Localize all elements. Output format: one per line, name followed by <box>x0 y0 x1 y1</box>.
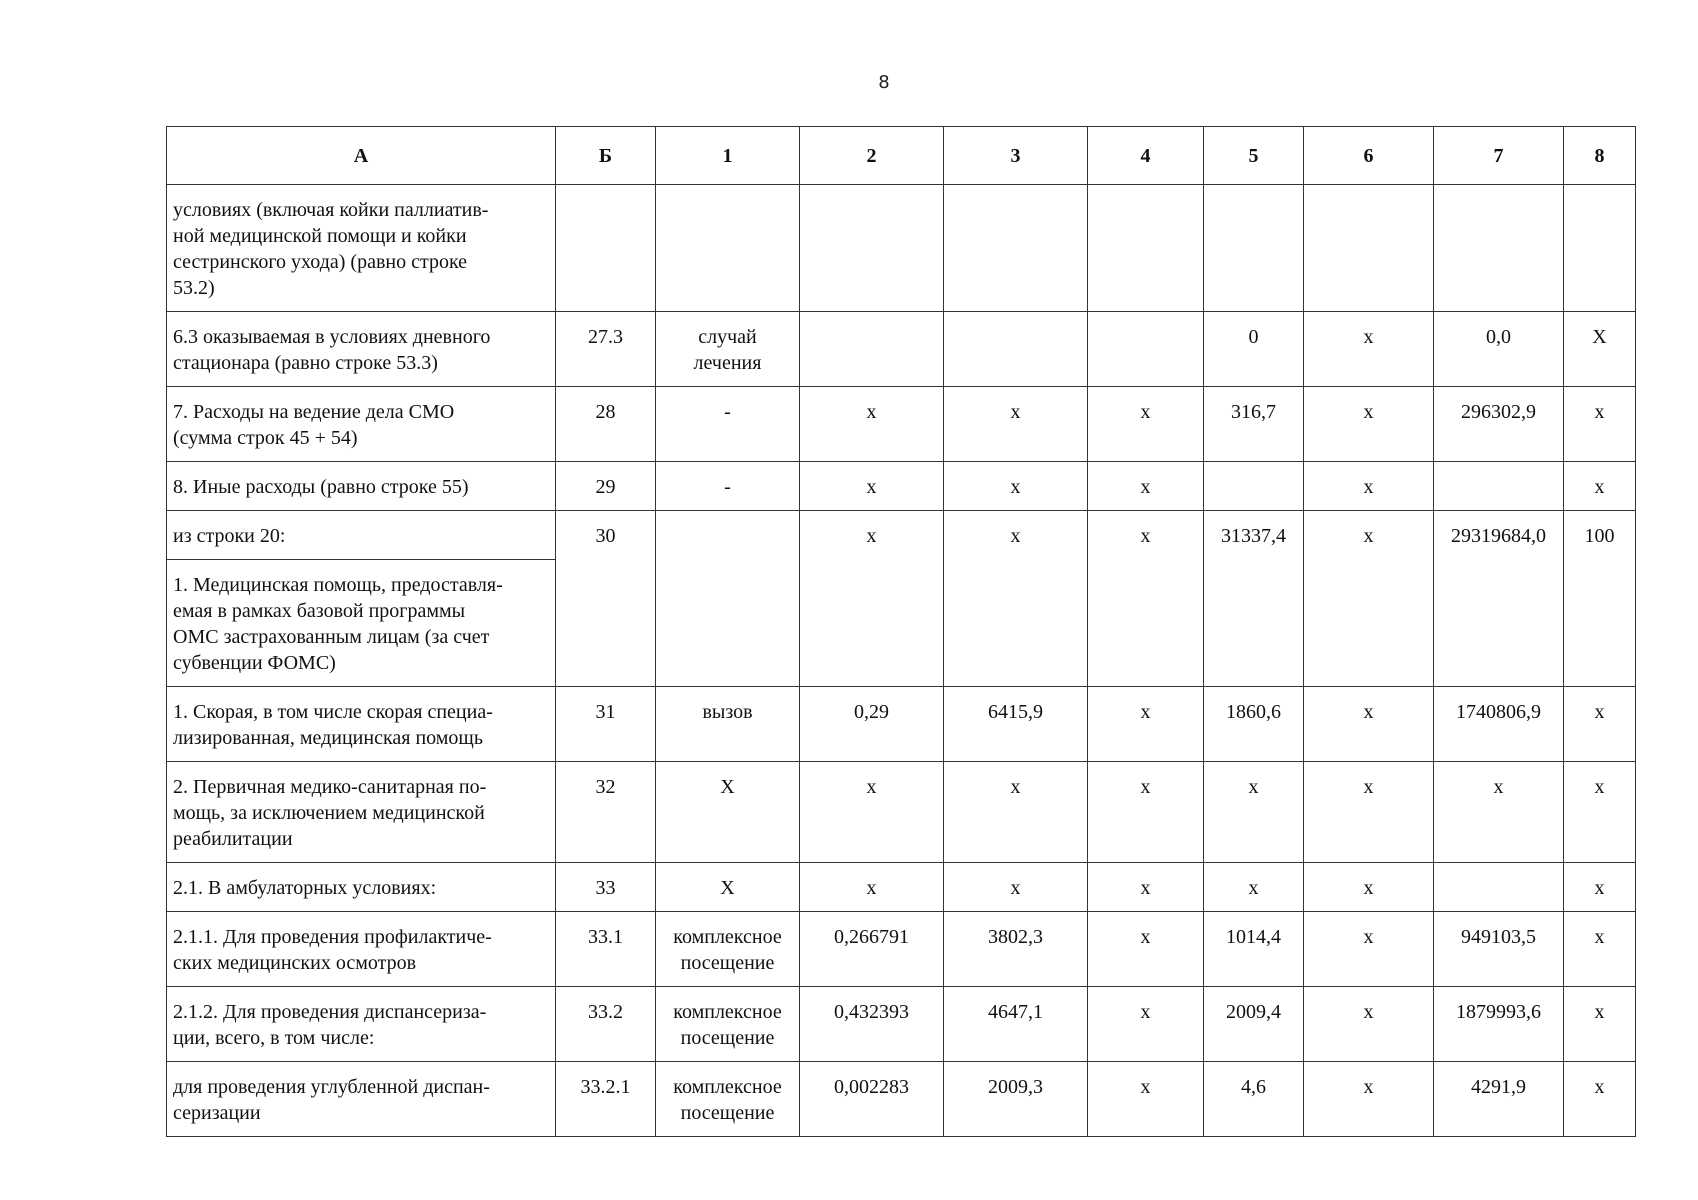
row-label: 6.3 оказываемая в условиях дневного стационара (равно строке 53.3) <box>167 312 556 387</box>
table-cell: 1879993,6 <box>1434 987 1564 1062</box>
table-cell: х <box>1088 1062 1204 1137</box>
table-cell: 296302,9 <box>1434 387 1564 462</box>
row-label: из строки 20: <box>167 511 556 560</box>
table-cell <box>656 185 800 312</box>
table-cell: х <box>1088 687 1204 762</box>
table-cell: 949103,5 <box>1434 912 1564 987</box>
table-cell: 3802,3 <box>944 912 1088 987</box>
table-cell: х <box>1434 762 1564 863</box>
table-cell: х <box>800 511 944 687</box>
table-cell <box>1434 863 1564 912</box>
table-cell <box>1304 185 1434 312</box>
table-cell: 2009,3 <box>944 1062 1088 1137</box>
table-cell: 316,7 <box>1204 387 1304 462</box>
table-cell <box>1434 185 1564 312</box>
row-label: 2.1.2. Для проведения диспансериза- ции, всего, в том числе: <box>167 987 556 1062</box>
table-cell: х <box>800 387 944 462</box>
table-cell <box>656 511 800 687</box>
row-label: 2.1.1. Для проведения профилактиче- ских медицинских осмотров <box>167 912 556 987</box>
table-cell: 4,6 <box>1204 1062 1304 1137</box>
row-label: для проведения углубленной диспан- серизации <box>167 1062 556 1137</box>
table-cell: 4647,1 <box>944 987 1088 1062</box>
table-row <box>167 387 1636 462</box>
column-header: 1 <box>656 127 800 185</box>
row-label: 7. Расходы на ведение дела СМО (сумма строк 45 + 54) <box>167 387 556 462</box>
row-label: условиях (включая койки паллиатив- ной медицинской помощи и койки сестринского ухода) (равно строке 53.2) <box>167 185 556 312</box>
row-label: 2.1. В амбулаторных условиях: <box>167 863 556 912</box>
table-cell: вызов <box>656 687 800 762</box>
table-cell <box>1204 462 1304 511</box>
table-cell: х <box>800 462 944 511</box>
page-number: 8 <box>878 72 890 93</box>
table-cell: 1860,6 <box>1204 687 1304 762</box>
table-cell: 0,432393 <box>800 987 944 1062</box>
table-cell: случай лечения <box>656 312 800 387</box>
table-cell: 29319684,0 <box>1434 511 1564 687</box>
table-cell: х <box>1564 687 1636 762</box>
table-cell: х <box>800 762 944 863</box>
table-cell: 33.2.1 <box>556 1062 656 1137</box>
table-cell: 0,0 <box>1434 312 1564 387</box>
table-cell: х <box>800 863 944 912</box>
table-cell: х <box>1304 687 1434 762</box>
table-cell: - <box>656 387 800 462</box>
table-cell <box>1434 462 1564 511</box>
table-cell <box>944 185 1088 312</box>
table-cell: х <box>944 511 1088 687</box>
table-cell <box>556 185 656 312</box>
table-cell: х <box>1088 912 1204 987</box>
table-row <box>167 511 1636 560</box>
table-cell <box>800 185 944 312</box>
column-header: 3 <box>944 127 1088 185</box>
table-cell: 6415,9 <box>944 687 1088 762</box>
table-cell: х <box>1088 987 1204 1062</box>
table-cell: х <box>1204 863 1304 912</box>
table-cell: х <box>1304 863 1434 912</box>
table-cell: х <box>1564 762 1636 863</box>
table-cell: 31337,4 <box>1204 511 1304 687</box>
table-cell: х <box>1564 912 1636 987</box>
table-cell: х <box>1564 387 1636 462</box>
table-cell: х <box>944 462 1088 511</box>
row-label: 8. Иные расходы (равно строке 55) <box>167 462 556 511</box>
table-row <box>167 762 1636 863</box>
table-cell: х <box>1564 863 1636 912</box>
column-header: 4 <box>1088 127 1204 185</box>
table-cell: 0,29 <box>800 687 944 762</box>
table-cell <box>1204 185 1304 312</box>
table-cell: х <box>1088 462 1204 511</box>
column-header: Б <box>556 127 656 185</box>
table-row <box>167 987 1636 1062</box>
table-cell: х <box>944 762 1088 863</box>
table-cell: комплексное посещение <box>656 1062 800 1137</box>
table-cell: 31 <box>556 687 656 762</box>
table-cell: 1014,4 <box>1204 912 1304 987</box>
table-cell: х <box>1304 912 1434 987</box>
table-cell: 0,266791 <box>800 912 944 987</box>
table-cell: х <box>944 387 1088 462</box>
table-cell: х <box>1088 511 1204 687</box>
table-cell: х <box>1304 511 1434 687</box>
table-cell: 33.1 <box>556 912 656 987</box>
row-label: 1. Медицинская помощь, предоставля- емая в рамках базовой программы ОМС застрахованным лицам (за счет субвенции ФОМС) <box>167 560 556 687</box>
table-cell: 1740806,9 <box>1434 687 1564 762</box>
column-header: 5 <box>1204 127 1304 185</box>
table-row <box>167 462 1636 511</box>
table-cell: 100 <box>1564 511 1636 687</box>
table-cell: 28 <box>556 387 656 462</box>
table-cell: х <box>1088 387 1204 462</box>
table-cell: х <box>1304 462 1434 511</box>
table-cell: комплексное посещение <box>656 987 800 1062</box>
table-cell <box>1088 185 1204 312</box>
table-cell: х <box>1088 863 1204 912</box>
table-cell: 33 <box>556 863 656 912</box>
table-cell: 0 <box>1204 312 1304 387</box>
data-table <box>166 126 1636 1137</box>
row-label: 2. Первичная медико-санитарная по- мощь, за исключением медицинской реабилитации <box>167 762 556 863</box>
table-cell: х <box>1304 387 1434 462</box>
table-cell: х <box>1304 1062 1434 1137</box>
table-cell <box>1088 312 1204 387</box>
table-cell: 27.3 <box>556 312 656 387</box>
table-row <box>167 912 1636 987</box>
table-cell: 32 <box>556 762 656 863</box>
table-cell: Х <box>656 863 800 912</box>
column-header: 7 <box>1434 127 1564 185</box>
table-header-row <box>167 127 1636 185</box>
table-cell: х <box>944 863 1088 912</box>
table-cell <box>1564 185 1636 312</box>
table-row <box>167 312 1636 387</box>
table-row <box>167 863 1636 912</box>
column-header: 2 <box>800 127 944 185</box>
table-cell: х <box>1304 762 1434 863</box>
table-cell <box>944 312 1088 387</box>
table-cell: - <box>656 462 800 511</box>
table-cell <box>800 312 944 387</box>
table-cell: х <box>1204 762 1304 863</box>
table-cell: х <box>1088 762 1204 863</box>
table-row <box>167 185 1636 312</box>
table-cell: х <box>1304 312 1434 387</box>
column-header: А <box>167 127 556 185</box>
column-header: 6 <box>1304 127 1434 185</box>
table-cell: х <box>1564 1062 1636 1137</box>
table-cell: Х <box>1564 312 1636 387</box>
table-cell: 30 <box>556 511 656 687</box>
table-cell: 29 <box>556 462 656 511</box>
column-header: 8 <box>1564 127 1636 185</box>
table-cell: х <box>1564 987 1636 1062</box>
table-row <box>167 687 1636 762</box>
table-cell: 0,002283 <box>800 1062 944 1137</box>
row-label: 1. Скорая, в том числе скорая специа- лизированная, медицинская помощь <box>167 687 556 762</box>
table-row <box>167 1062 1636 1137</box>
table-cell: комплексное посещение <box>656 912 800 987</box>
table-cell: 4291,9 <box>1434 1062 1564 1137</box>
table-cell: Х <box>656 762 800 863</box>
table-cell: 2009,4 <box>1204 987 1304 1062</box>
table-cell: х <box>1304 987 1434 1062</box>
table-cell: х <box>1564 462 1636 511</box>
table-cell: 33.2 <box>556 987 656 1062</box>
